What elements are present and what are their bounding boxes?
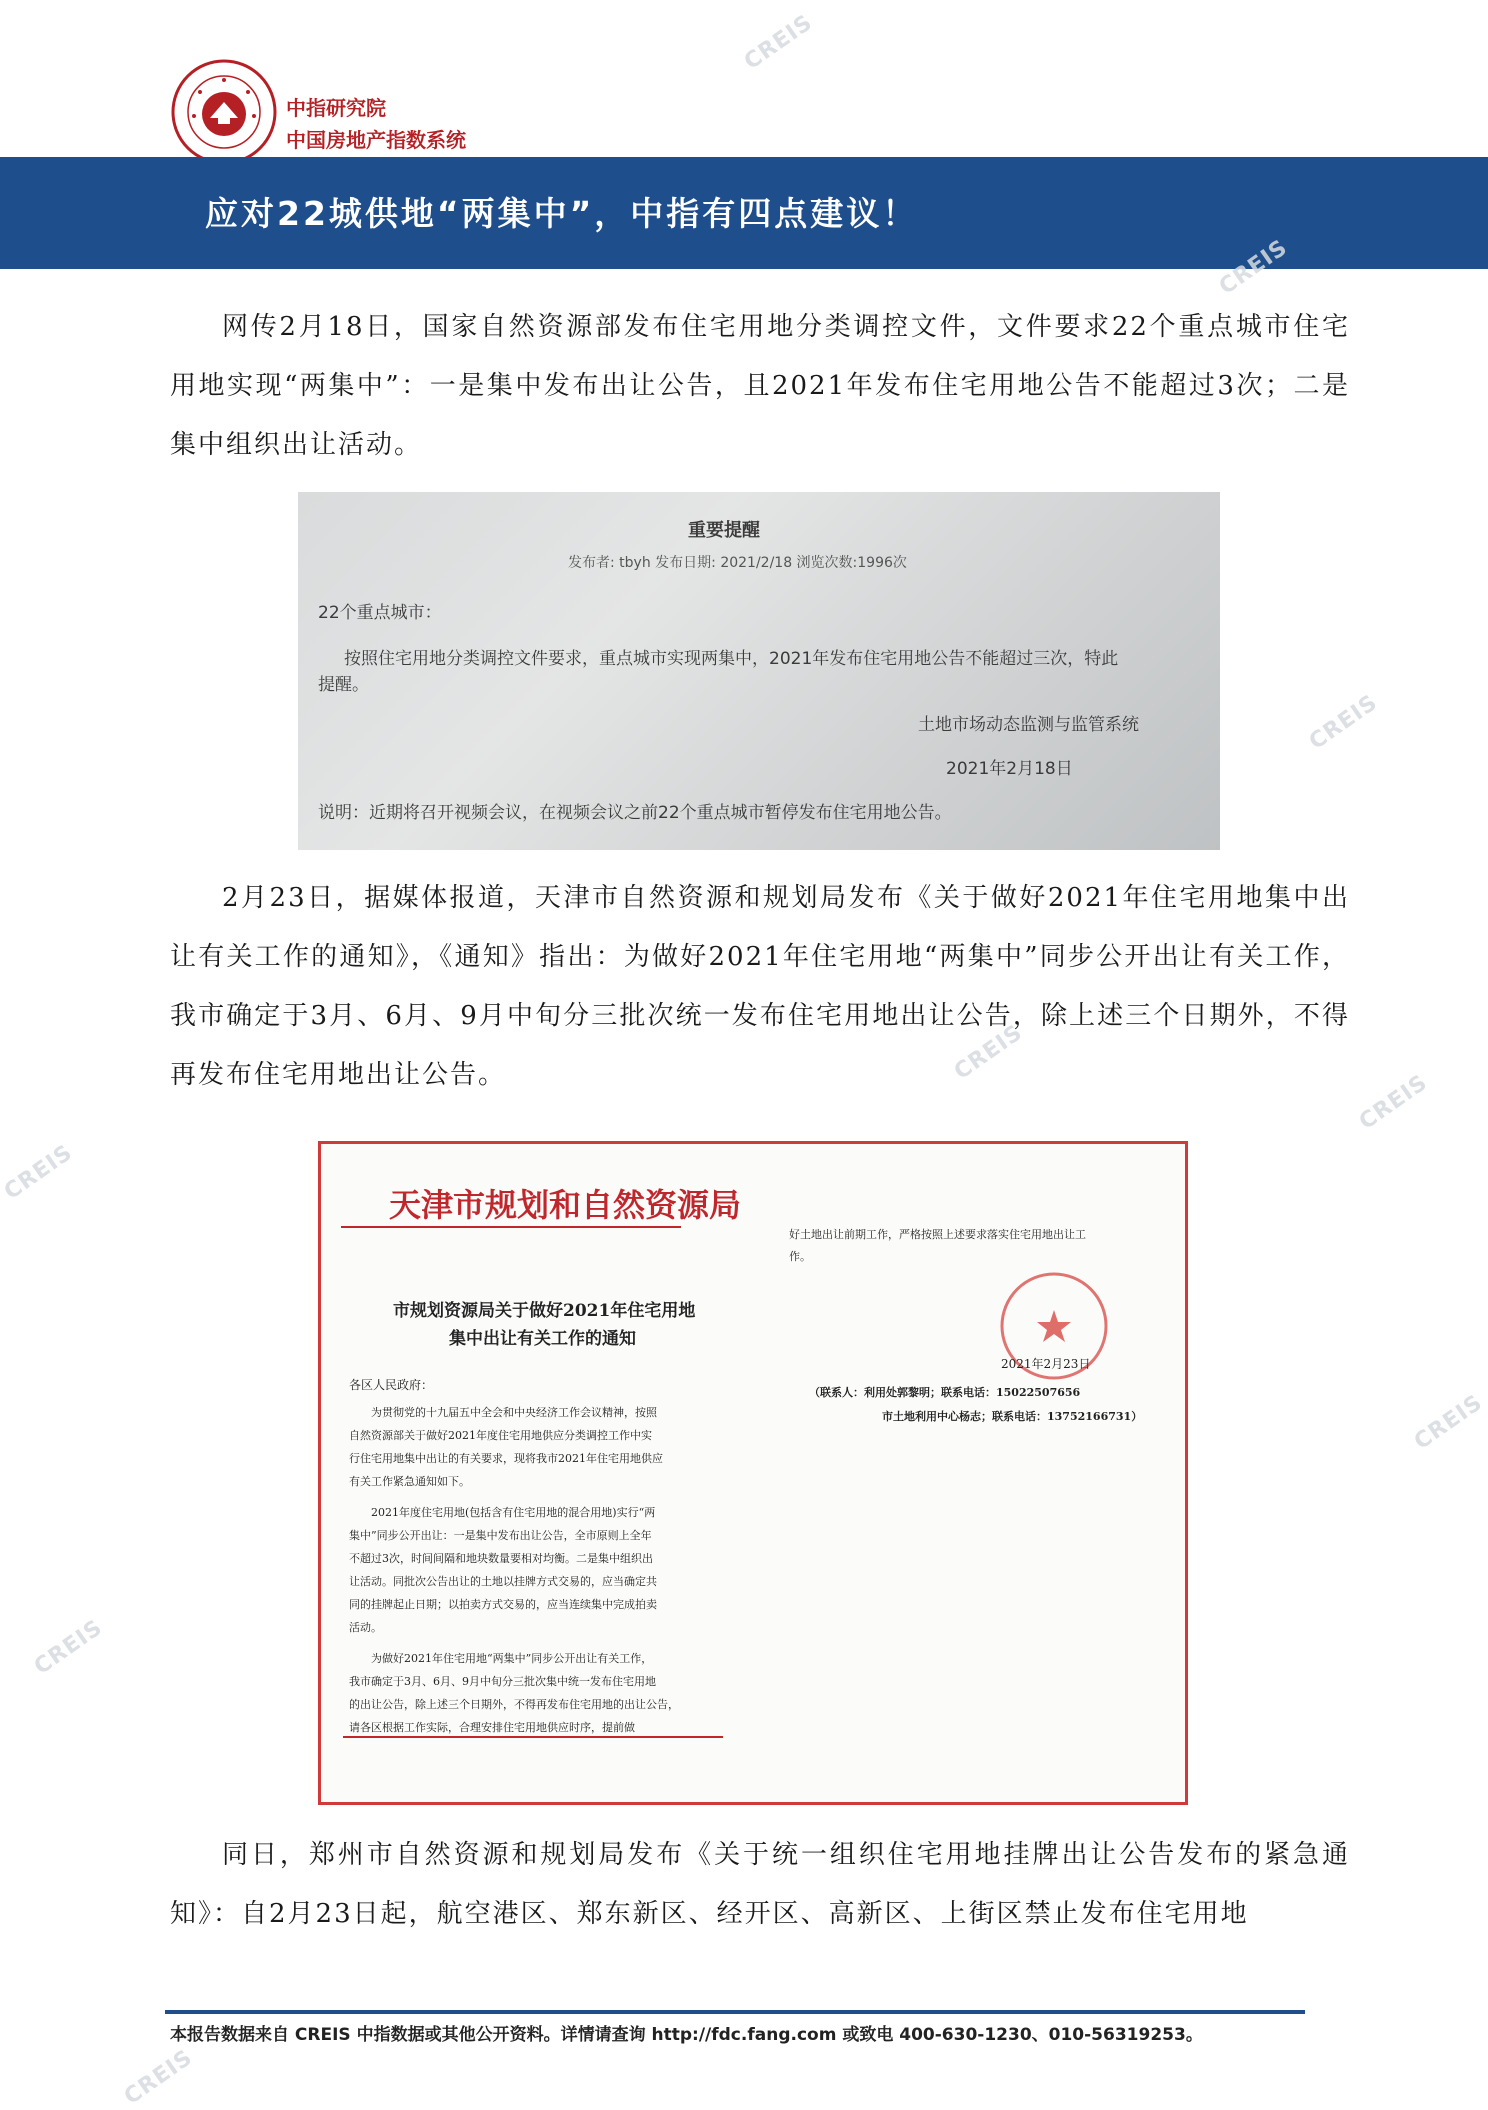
right-column-line: 好土地出让前期工作，严格按照上述要求落实住宅用地出让工 [789, 1228, 1086, 1241]
body-line: 自然资源部关于做好2021年度住宅用地供应分类调控工作中实 [349, 1429, 652, 1442]
notice-note: 说明：近期将召开视频会议，在视频会议之前22个重点城市暂停发布住宅用地公告。 [318, 803, 952, 823]
org-system-name: 中国房地产指数系统 [286, 128, 466, 152]
body-line: 为做好2021年住宅用地“两集中”同步公开出让有关工作， [371, 1652, 653, 1665]
notice-date: 2021年2月23日 [1001, 1357, 1091, 1371]
creis-watermark: CREIS [739, 10, 818, 75]
creis-watermark: CREIS [949, 1020, 1028, 1085]
creis-watermark: CREIS [1304, 690, 1383, 755]
notice-salutation: 22个重点城市： [318, 603, 442, 623]
creis-watermark: CREIS [29, 1615, 108, 1680]
creis-watermark: CREIS [1354, 1070, 1433, 1135]
letterhead: 天津市规划和自然资源局 [389, 1186, 742, 1224]
tianjin-notice-scan [318, 1141, 1188, 1805]
body-line: 我市确定于3月、6月、9月中旬分三批次集中统一发布住宅用地 [349, 1675, 656, 1688]
china-index-academy-logo [170, 58, 278, 166]
creis-watermark: CREIS [0, 1140, 78, 1205]
right-column-line: 作。 [789, 1250, 811, 1263]
notice-body: 按照住宅用地分类调控文件要求，重点城市实现两集中，2021年发布住宅用地公告不能超过三次，特此 [344, 649, 1119, 669]
body-line: 为贯彻党的十九届五中全会和中央经济工作会议精神，按照 [371, 1406, 657, 1419]
creis-watermark: CREIS [119, 2045, 198, 2110]
contact-line-1: （联系人：利用处郭黎明；联系电话：15022507656 [809, 1386, 1081, 1399]
footer-divider [165, 2010, 1305, 2014]
body-line: 让活动。同批次公告出让的土地以挂牌方式交易的，应当确定共 [349, 1575, 657, 1588]
footer-source-note: 本报告数据来自 CREIS 中指数据或其他公开资料。详情请查询 http://fdc.fang.com 或致电 400-630-1230、010-56319253。 [170, 2025, 1203, 2045]
paragraph-3: 同日，郑州市自然资源和规划局发布《关于统一组织住宅用地挂牌出让公告发布的紧急通知》：自2月23日起，航空港区、郑东新区、经开区、高新区、上街区禁止发布住宅用地 [170, 1840, 1350, 1929]
body-line: 请各区根据工作实际，合理安排住宅用地供应时序，提前做 [349, 1721, 635, 1734]
doc-title-line-1: 市规划资源局关于做好2021年住宅用地 [393, 1301, 696, 1321]
paragraph-1: 网传2月18日，国家自然资源部发布住宅用地分类调控文件，文件要求22个重点城市住宅用地实现“两集中”：一是集中发布出让公告，且2021年发布住宅用地公告不能超过3次；二是集中组织出让活动。 [170, 312, 1350, 460]
org-name: 中指研究院 [286, 96, 386, 120]
body-line: 活动。 [349, 1621, 382, 1634]
notice-meta: 发布者: tbyh 发布日期: 2021/2/18 浏览次数:1996次 [568, 555, 907, 571]
body-line: 集中”同步公开出让：一是集中发布出让公告，全市原则上全年 [349, 1529, 652, 1542]
letterhead-rule [341, 1226, 681, 1228]
body-line: 的出让公告，除上述三个日期外，不得再发布住宅用地的出让公告， [349, 1698, 679, 1711]
doc-title-line-2: 集中出让有关工作的通知 [449, 1329, 636, 1349]
creis-watermark: CREIS [1214, 235, 1293, 300]
notice-heading: 重要提醒 [688, 520, 760, 541]
paragraph-2: 2月23日，据媒体报道，天津市自然资源和规划局发布《关于做好2021年住宅用地集中出让有关工作的通知》，《通知》指出：为做好2021年住宅用地“两集中”同步公开出让有关工作，我市确定于3月、6月、9月中旬分三批次统一发布住宅用地出让公告，除上述三个日期外，不得再发布住宅用地出让公告。 [170, 883, 1350, 1090]
contact-line-2: 市土地利用中心杨志；联系电话：13752166731） [882, 1410, 1143, 1423]
notice-body-cont: 提醒。 [318, 675, 369, 695]
creis-watermark: CREIS [1409, 1390, 1488, 1455]
body-line: 行住宅用地集中出让的有关要求，现将我市2021年住宅用地供应 [349, 1452, 663, 1465]
page-title: 应对22城供地“两集中”，中指有四点建议！ [205, 194, 919, 233]
addressee: 各区人民政府： [349, 1378, 434, 1392]
body-line: 同的挂牌起止日期；以拍卖方式交易的，应当连续集中完成拍卖 [349, 1598, 657, 1611]
body-line: 不超过3次，时间间隔和地块数量要相对均衡。二是集中组织出 [349, 1552, 653, 1565]
notice-screenshot [298, 492, 1220, 850]
notice-signature: 土地市场动态监测与监管系统 [918, 715, 1139, 735]
underline-mark [343, 1736, 723, 1738]
body-line: 有关工作紧急通知如下。 [349, 1475, 470, 1488]
body-line: 2021年度住宅用地(包括含有住宅用地的混合用地)实行“两 [371, 1506, 656, 1519]
notice-date: 2021年2月18日 [946, 759, 1073, 779]
